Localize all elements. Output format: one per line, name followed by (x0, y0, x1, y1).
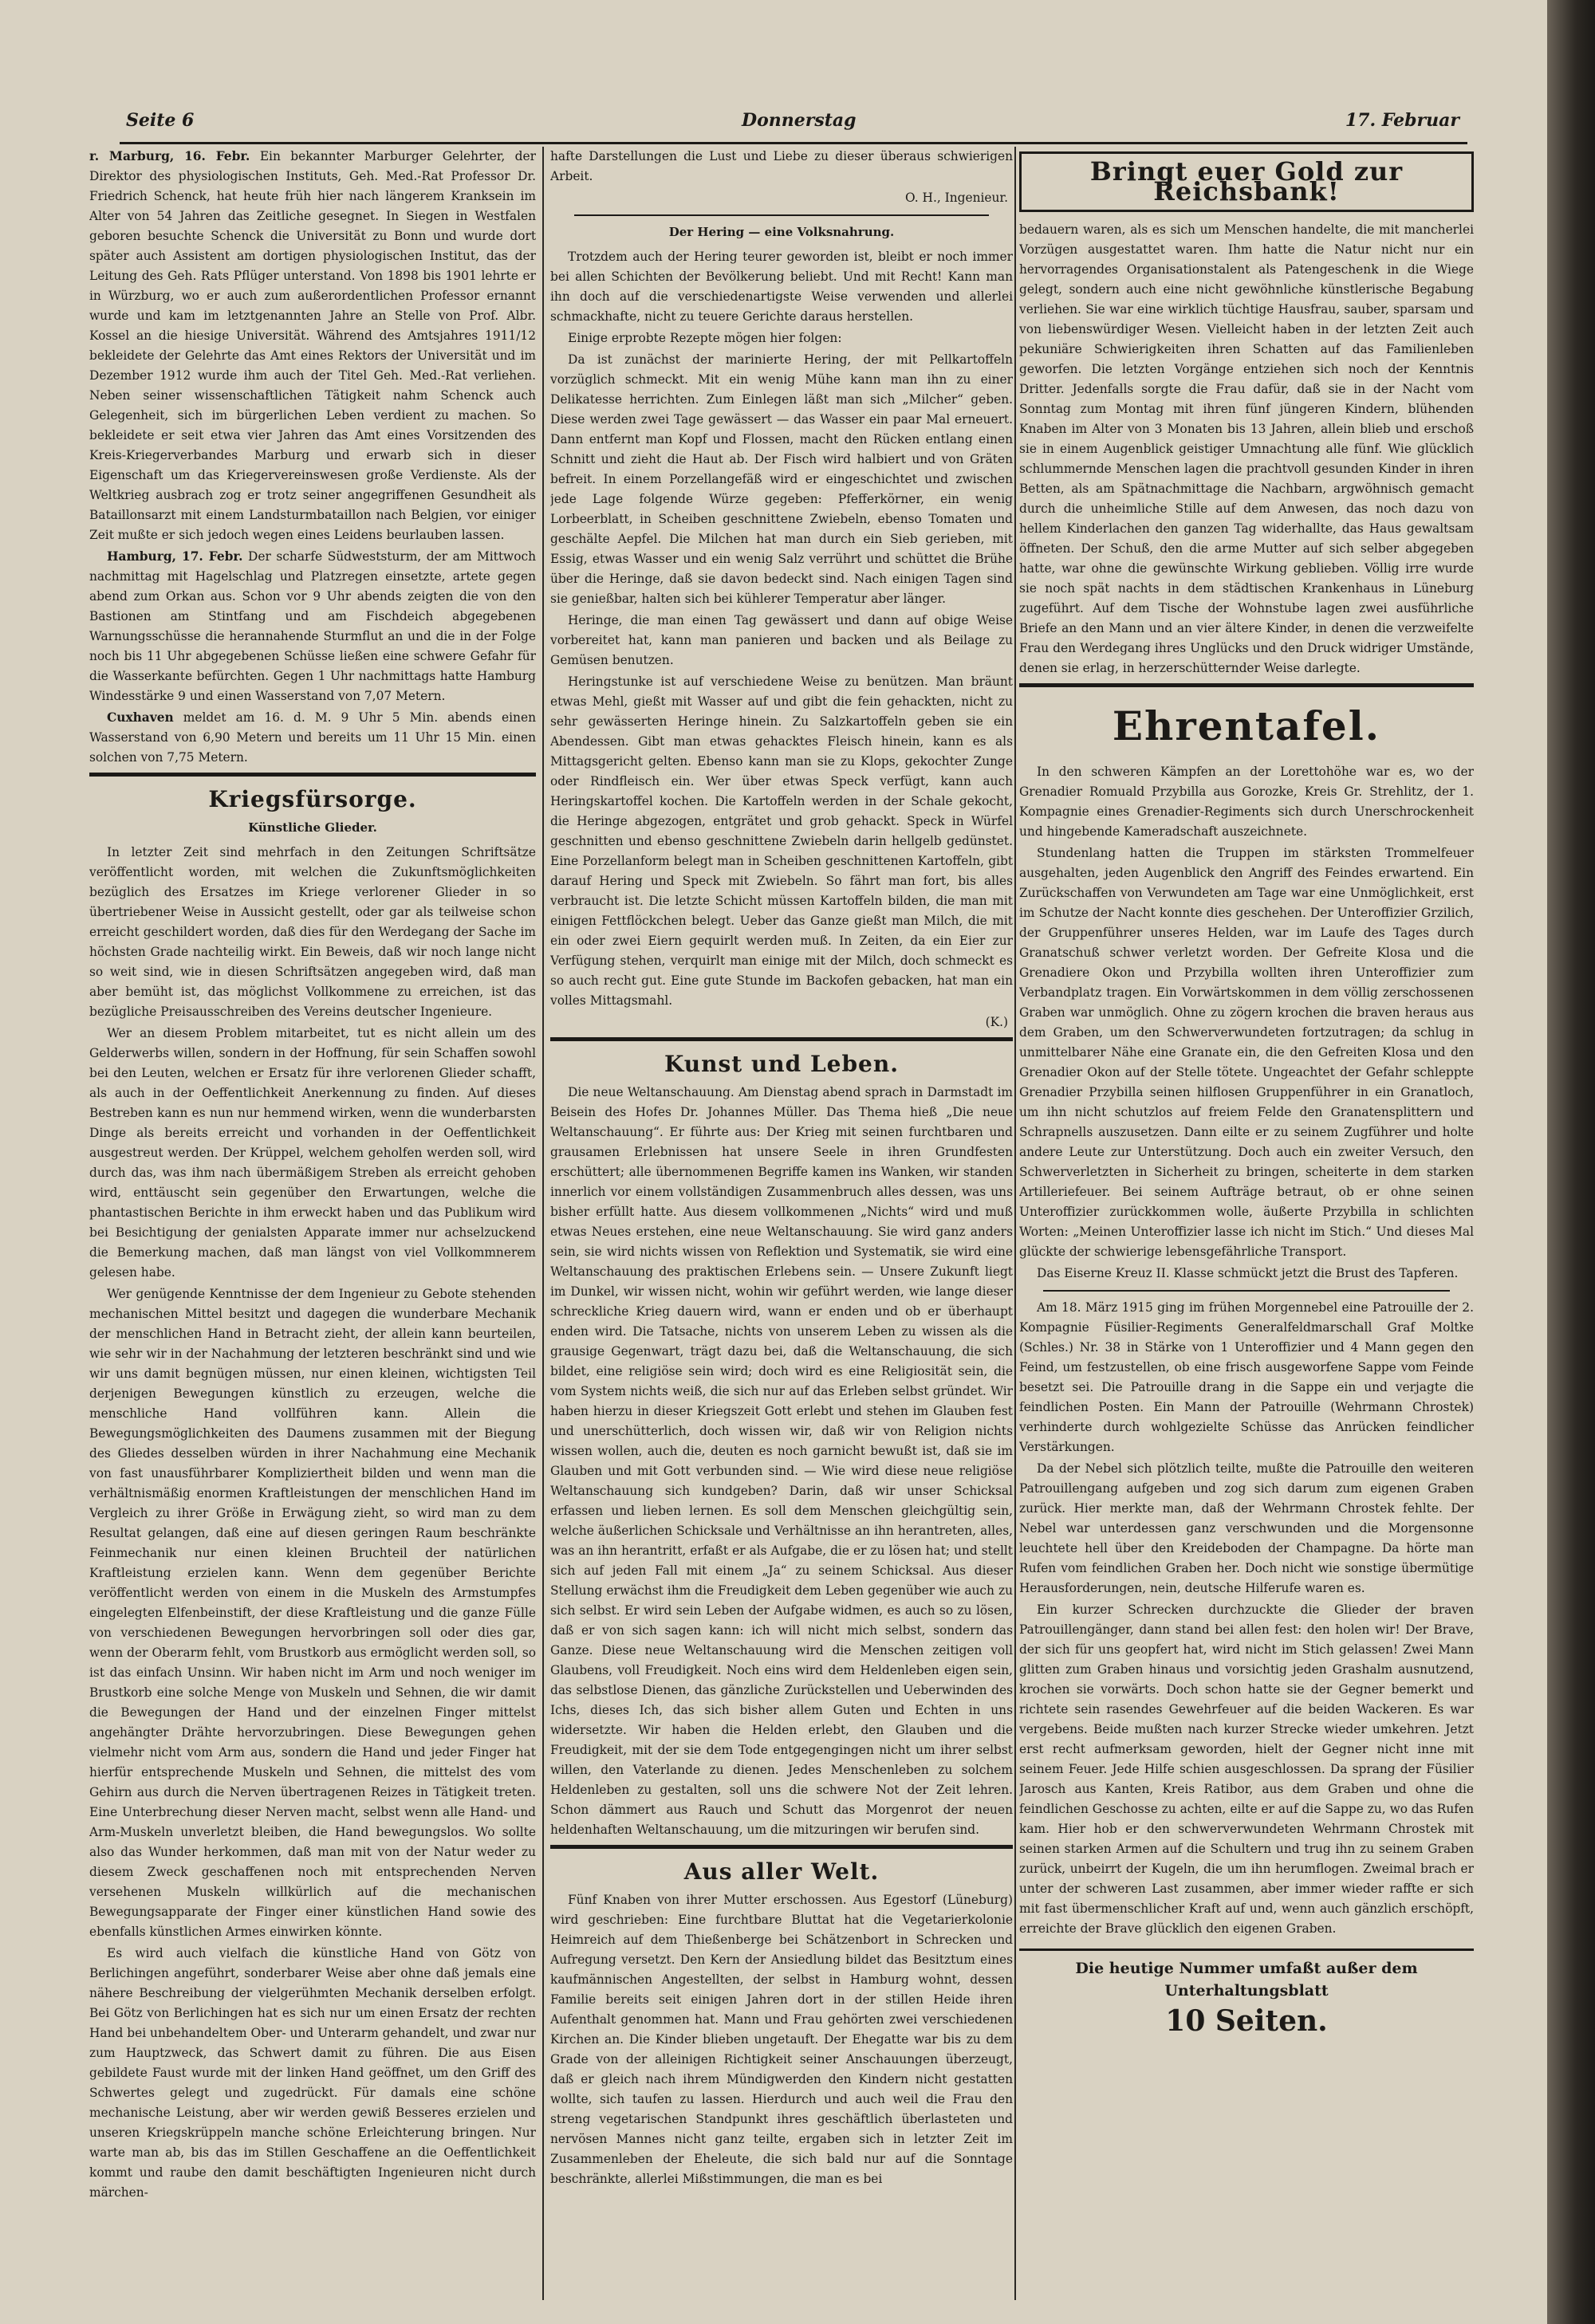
author-signature: O. H., Ingenieur. (905, 191, 1008, 205)
page-number: Seite 6 (126, 110, 195, 131)
article-paragraph: Heringstunke ist auf verschiedene Weise zu benützen. Man bräunt etwas Mehl, gießt mit Wasser auf und gibt die fein gehackten, nicht zu sehr gewässerten Heringe hinein. Zu Salzkartoffeln geben sie ein Abendessen. Gibt man etwas gehacktes Fleisch hinein, kann es als Mittagsgericht gelten. Ebenso kann man sie zu Klops, gekochter Zunge oder Rindfleisch ein. Wer über etwas Speck verfügt, kann auch Heringskartoffel kochen. Die Kartoffeln werden in der Schale gekocht, die Heringe abgezogen, entgrätet und grob gehackt. Speck in Würfel geschnitten und ebenso geschnittene Zwiebeln darin hellgelb gedünstet. Eine Porzellanform belegt man in Scheiben geschnittenen Kartoffeln, gibt darauf Hering und Speck mit Zwiebeln. So fährt man fort, bis alles verbraucht ist. Die letzte Schicht müssen Kartoffeln bilden, die man mit einigen Fettflöckchen belegt. Ueber das Ganze gießt man Milch, die mit ein oder zwei Eiern gequirlt werden muß. In Zeiten, da ein Eier zur Verfügung stehen, verquirlt man einige mit der Milch, doch schmeckt es so auch recht gut. Eine gute Stunde im Backofen gebacken, hat man ein volles Mittagsmahl. (550, 674, 1013, 1008)
binding-edge (1547, 0, 1595, 2324)
article-continuation: hafte Darstellungen die Lust und Liebe zu dieser überaus schwierigen Arbeit. (550, 149, 1013, 183)
article-paragraph: Stundenlang hatten die Truppen im stärksten Trommelfeuer ausgehalten, jeden Augenblick den Angriff des Feindes erwartend. Ein Zurückschaffen von Verwundeten am Tage war eine Unmöglichkeit, erst im Schutze der Nacht konnte dies geschehen. Der Unteroffizier Grzilich, der Gruppenführer unseres Helden, war im Laufe des Tages durch Granatschuß schwer verletzt worden. Der Gefreite Klosa und die Grenadiere Okon und Przybilla wollten ihren Unteroffizier zum Verbandplatz tragen. Ein Vorwärtskommen in dem völlig zerschossenen Graben war unmöglich. Ohne zu zögern krochen die braven heraus aus dem Graben, um den Schwerverwundeten fortzutragen; da schlug in unmittelbarer Nähe eine Granate ein, die den Gefreiten Klosa und den Grenadier Okon auf der Stelle tötete. Ungeachtet der Gefahr schleppte Grenadier Przybilla seinen hilflosen Gruppenführer in ein Granatloch, um ihn nicht schutzlos auf freiem Felde den Granatensplittern und Schrapnells auszusetzen. Dann eilte er zu seinem Zugführer und holte andere Leute zur Unterstützung. Doch auch ein zweiter Versuch, den Schwerverletzten in Sicherheit zu bringen, scheiterte in dem starken Artilleriefeuer. Bei seinem Aufträge betraut, ob er ohne seinen Unteroffizier zurückkommen wolle, äußerte Przybilla in schlichten Worten: „Meinen Unteroffizier lasse ich nicht im Stich.“ Und dieses Mal glückte der schwierige lebensgefährliche Transport. (1019, 846, 1474, 1259)
article-paragraph: Die neue Weltanschauung. Am Dienstag abend sprach in Darmstadt im Beisein des Hofes Dr. Johannes Müller. Das Thema hieß „Die neue Weltanschauung“. Er führte aus: Der Krieg mit seinen furchtbaren und grausamen Erlebnissen hat unsere Seele in ihren Grundfesten erschüttert; alle übernommenen Begriffe kamen ins Wanken, wir standen innerlich vor einem vollständigen Zusammenbruch alles dessen, was uns bisher erfüllt hatte. Aus diesem vollkommenen „Nichts“ wird und muß etwas Neues erstehen, eine neue Weltanschauung. Sie wird ganz anders sein, sie wird nichts wissen von Reflektion und Systematik, sie wird eine Weltanschauung des praktischen Erlebens sein. — Unsere Zukunft liegt im Dunkel, wir wissen nicht, wohin wir geführt werden, wie lange dieser schreckliche Krieg dauern wird, wann er enden und ob er überhaupt enden wird. Die Tatsache, nichts von unserem Leben zu wissen als die grausige Gegenwart, trägt dazu bei, daß die Weltanschauung, die sich bildet, eine religiöse sein wird; doch wird es eine Religiosität sein, die vom System nichts weiß, die sich nur auf das Erleben selbst gründet. Wir haben hierzu in dieser Kriegszeit Gott erlebt und stehen im Glauben fest und unerschütterlich, doch wissen wir, daß wir von Religion nichts wissen wollen, auch die, deuten es noch garnicht bewußt ist, daß sie im Glauben und mit Gott verbunden sind. — Wie wird diese neue religiöse Weltanschauung sich kundgeben? Darin, daß wir unser Schicksal erfassen und lieben lernen. Es soll dem Menschen gleichgültig sein, welche äußerlichen Schicksale und Verhältnisse an ihn herantreten, alles, was an ihn herantritt, erfaßt er als Aufgabe, die er zu lösen hat; und stellt sich auf jeden Fall mit einem „Ja“ zu seinem Schicksal. Aus dieser Stellung erwächst ihm die Freudigkeit dem Leben gegenüber wie auch zu sich selbst. Er wird sein Leben der Aufgabe widmen, es auch so zu lösen, daß er von sich sagen kann: ich will nicht mich selbst, sondern das Ganze. Diese neue Weltanschauung wird die Menschen zeitigen voll Glaubens, voll Freudigkeit. Noch eins wird dem Heldenleben eigen sein, das selbstlose Dienen, das gänzliche Zurückstellen und Ueberwinden des Ichs, dieses Ich, das sich bisher allem Guten und Echten in uns widersetzte. Wir haben die Helden erlebt, den Glauben und die Freudigkeit, mit der sie dem Tode entgegengingen nicht um ihrer selbst willen, den Vaterlande zu dienen. Jedes Menschenleben zu solchem Heldenleben zu gestalten, soll uns die schwere Not der Zeit lehren. Schon dämmert aus Rauch und Schutt das Morgenrot der neuen heldenhaften Weltanschauung, um die mitzuringen wir berufen sind. (550, 1085, 1013, 1837)
article-paragraph: Einige erprobte Rezepte mögen hier folgen: (568, 331, 842, 345)
article-paragraph: Da der Nebel sich plötzlich teilte, mußte die Patrouille den weiteren Patrouillengang aufgeben und zog sich darum zum eigenen Graben zurück. Hier merkte man, daß der Wehrmann Chrostek fehlte. Der Nebel war unterdessen ganz verschwunden und die Morgensonne leuchtete hell über den Kreideboden der Champagne. Da hörte man Rufen vom feindlichen Graben her. Doch nicht wie sonstige übermütige Herausforderungen, nein, deutsche Hilferufe waren es. (1019, 1461, 1474, 1595)
article-paragraph: In letzter Zeit sind mehrfach in den Zeitungen Schriftsätze veröffentlicht worden, mit welchen die Zukunftsmöglichkeiten bezüglich des Ersatzes im Kriege verlorener Glieder in so übertriebener Weise in Aussicht gestellt, oder gar als teilweise schon erreicht geschildert worden, daß dies für den Werdegang der Sache im höchsten Grade nachteilig wirkt. Ein Beweis, daß wir noch lange nicht so weit sind, wie in diesen Schriftsätzen angegeben wird, daß man aber bemüht ist, das möglichst Vollkommene zu erreichen, ist das bezügliche Preisausschreiben des Vereins deutscher Ingenieure. (89, 845, 536, 1019)
article-paragraph: Fünf Knaben von ihrer Mutter erschossen. Aus Egestorf (Lüneburg) wird geschrieben: Eine furchtbare Bluttat hat die Vegetarierkolonie Heimreich auf dem Thießenberge bei Schätzenbort in Schrecken und Aufregung versetzt. Den Kern der Ansiedlung bildet das Besitztum eines kaufmännischen Angestellten, der selbst in Hamburg wohnt, dessen Familie bereits seit einigen Jahren dort in der stillen Heide ihren Aufenthalt genommen hat. Mann und Frau gehörten zwei verschiedenen Kirchen an. Die Kinder blieben ungetauft. Der Ehegatte war bis zu dem Grade von der alleinigen Richtigkeit seiner Anschauungen überzeugt, daß er gleich nach ihrem Mündigwerden den Kindern nicht gestatten wollte, sich taufen zu lassen. Hierdurch und auch weil die Frau den streng vegetarischen Standpunkt ihres geschäftlich überlasteten und nervösen Mannes nicht ganz teilte, ergaben sich in letzter Zeit im Zusammenleben der Eheleute, die sich bald nur auf die Sonntage beschränkte, allerlei Mißstimmungen, die man es bei (550, 1893, 1013, 2186)
section-title-hering: Der Hering — eine Volksnahrung. (668, 225, 895, 239)
column-2 (550, 147, 1013, 2305)
dateline: Hamburg, 17. Febr. (107, 549, 243, 564)
section-title-aus-aller-welt: Aus aller Welt. (683, 1858, 880, 1885)
author-signature: (K.) (985, 1015, 1008, 1029)
divider (574, 214, 989, 216)
article-paragraph: Da ist zunächst der marinierte Hering, der mit Pellkartoffeln vorzüglich schmeckt. Mit ein wenig Mühe kann man ihn zu einer Delikatesse herrichten. Zum Einlegen läßt man sich „Milcher“ geben. Diese werden zwei Tage gewässert — das Wasser ein paar Mal erneuert. Dann entfernt man Kopf und Flossen, macht den Rücken entlang einen Schnitt und zieht die Haut ab. Der Fisch wird halbiert und von Gräten befreit. In einem Porzellangefäß wird er eingeschichtet und zwischen jede Lage folgende Würze gegeben: Pfefferkörner, ein wenig Lorbeerblatt, in Scheiben geschnittene Zwiebeln, ebenso Tomaten und geschälte Aepfel. Die Milchen hat man durch ein Sieb gerieben, mit Essig, etwas Wasser und ein wenig Salz verrührt und schüttet die Brühe über die Heringe, daß sie davon bedeckt sind. Nach einigen Tagen sind sie genießbar, halten sich bei kühlerer Temperatur aber länger. (550, 352, 1013, 606)
section-title-ehrentafel: Ehrentafel. (1112, 702, 1381, 749)
news-item (89, 147, 536, 545)
weekday: Donnerstag (742, 110, 857, 131)
page-header (120, 107, 1467, 144)
section-divider (89, 773, 536, 777)
column-1 (89, 147, 536, 2305)
news-text: meldet am 16. d. M. 9 Uhr 5 Min. abends einen Wasserstand von 6,90 Metern und bereits um 11 Uhr 15 Min. einen solchen von 7,75 Metern. (89, 710, 536, 765)
dateline: Cuxhaven (107, 710, 174, 725)
article-paragraph: Wer an diesem Problem mitarbeitet, tut es nicht allein um des Gelderwerbs willen, sondern in der Hoffnung, für sein Schaffen sowohl bei den Leuten, welchen er Ersatz für ihre verlorenen Glieder schafft, als auch in der Oeffentlichkeit Anerkennung zu finden. Auf dieses Bestreben kann es nun nur hemmend wirken, wenn die wunderbarsten Dinge als bereits erreicht und vorhanden in der Oeffentlichkeit ausgestreut werden. Der Krüppel, welchem geholfen werden soll, wird durch das, was ihm nach übermäßigem Streben als erreicht gehoben wird, enttäuscht sein gegenüber den Erwartungen, welche die phantastischen Berichte in ihm erweckt haben und das Publikum wird bei Besichtigung der genialsten Apparate immer nur achselzuckend die Bemerkung machen, daß man längst von viel Vollkommnerem gelesen habe. (89, 1026, 536, 1280)
section-divider (550, 1037, 1013, 1041)
gold-appeal-box: Bringt euer Gold zur Reichsbank! (1019, 151, 1474, 212)
article-paragraph: Es wird auch vielfach die künstliche Hand von Götz von Berlichingen angeführt, sonderbarer Weise aber ohne daß jemals eine nähere Beschreibung der vielgerühmten Mechanik derselben erfolgt. Bei Götz von Berlichingen hat es sich nur um einen Ersatz der rechten Hand bei unbehandeltem Ober- und Unterarm gehandelt, und zwar nur zum Hauptzweck, das Schwert damit zu führen. Die aus Eisen gebildete Faust wurde mit der linken Hand geöffnet, um den Griff des Schwertes gelegt und zugedrückt. Für damals eine schöne mechanische Leistung, aber wir werden gewiß Besseres erzielen und unseren Kriegskrüppeln manche schöne Erleichterung bringen. Nur warte man ab, bis das im Stillen Geschaffene an die Oeffentlichkeit kommt und raube den damit beschäftigten Ingenieuren nicht durch märchen- (89, 1946, 536, 2200)
issue-date: 17. Februar (1345, 110, 1459, 131)
section-title-kriegsfuersorge: Kriegsfürsorge. (208, 786, 417, 812)
section-divider (1019, 683, 1474, 687)
column-3 (1019, 147, 1474, 2305)
article-paragraph: Wer genügende Kenntnisse der dem Ingenieur zu Gebote stehenden mechanischen Mittel besitzt und dagegen die wunderbare Mechanik der menschlichen Hand in Betracht zieht, der allein kann beurteilen, wie sehr wir in der Nachahmung der letzteren beschränkt sind und wie wir uns damit begnügen müssen, nur einen kleinen, wichtigsten Teil derjenigen Bewegungen künstlich zu erzeugen, welche die menschliche Hand vollführen kann. Allein die Bewegungsmöglichkeiten des Daumens zusammen mit der Biegung des Gliedes desselben würden in ihrer Nachahmung eine Mechanik von fast unausführbarer Kompliziertheit bilden und wenn man die verhältnismäßig enormen Kraftleistungen der menschlichen Hand im Vergleich zu ihrer Größe in Erwägung zieht, so wird man zu dem Resultat gelangen, daß eine auf diesen geringen Raum beschränkte Feinmechanik nur einen kleinen Bruchteil der natürlichen Kraftleistung erzielen kann. Wenn dem gegenüber Berichte veröffentlicht werden von einem in die Muskeln des Armstumpfes eingelegten Elfenbeinstift, der diese Kraftleistung und die ganze Fülle von verschiedenen Bewegungen hervorbringen soll oder dies gar, wenn der Oberarm fehlt, vom Brustkorb aus ermöglicht werden soll, so ist das einfach Unsinn. Wir haben nicht im Arm und noch weniger im Brustkorb eine solche Menge von Muskeln und Sehnen, die wir damit die Bewegungen der Hand und der einzelnen Finger mittelst angehängter Drähte hervorzubringen. Diese Bewegungen gehen vielmehr nicht vom Arm aus, sondern die Hand und jeder Finger hat hierfür entsprechende Muskeln und Sehnen, die mittelst des vom Gehirn aus durch die Nerven übertragenen Reizes in Tätigkeit treten. Eine Unterbrechung dieser Nerven macht, selbst wenn alle Hand- und Arm-Muskeln unverletzt bleiben, die Hand bewegungslos. Wo sollte also das Wunder herkommen, daß man mit von der Natur weder zu diesem Zweck geschaffenen noch mit entsprechenden Nerven versehenen Muskeln willkürlich auf die mechanischen Bewegungsapparate der Finger einer künstlichen Hand sowie des ebenfalls künstlichen Armes einwirken könnte. (89, 1287, 536, 1939)
news-item (89, 547, 536, 706)
notice-page-count: 10 Seiten. (1165, 2004, 1328, 2038)
article-paragraph: Trotzdem auch der Hering teurer geworden ist, bleibt er noch immer bei allen Schichten der Bevölkerung beliebt. Und mit Recht! Kann man ihn doch auf die verschiedenartigste Weise verwenden und allerlei schmackhafte, nicht zu teuere Gerichte daraus herstellen. (550, 250, 1013, 324)
article-paragraph: In den schweren Kämpfen an der Lorettohöhe war es, wo der Grenadier Romuald Przybilla aus Gorozke, Kreis Gr. Strehlitz, der 1. Kompagnie eines Grenadier-Regiments sich durch Unerschrockenheit und hingebende Kameradschaft auszeichnete. (1019, 765, 1474, 839)
section-subtitle: Künstliche Glieder. (248, 820, 377, 835)
issue-notice (1019, 1948, 1474, 2040)
article-paragraph: Heringe, die man einen Tag gewässert und dann auf obige Weise vorbereitet hat, kann man panieren und backen und als Beilage zu Gemüsen benutzen. (550, 613, 1013, 667)
divider (1043, 1290, 1450, 1292)
column-rule (542, 147, 544, 2300)
article-paragraph: Ein kurzer Schrecken durchzuckte die Glieder der braven Patrouillengänger, dann stand bei allen fest: den holen wir! Der Brave, der sich für uns geopfert hat, wird nicht im Stich gelassen! Zwei Mann glitten zum Graben hinaus und vorsichtig jeden Grashalm ausnutzend, krochen sie vorwärts. Doch schon hatte sie der Gegner bemerkt und richtete sein rasendes Gewehrfeuer auf die beiden Wackeren. Es war vergebens. Beide mußten nach kurzer Strecke wieder umkehren. Jetzt erst recht aufmerksam geworden, hielt der Gegner nicht inne mit seinem Feuer. Jede Hilfe schien ausgeschlossen. Da sprang der Füsilier Jarosch aus Kanten, Kreis Ratibor, aus dem Graben und ohne die feindlichen Geschosse zu achten, eilte er auf die Sappe zu, wo das Rufen kam. Hier hob er den schwerverwundeten Wehrmann Chrostek mit seinen starken Armen auf die Schultern und trug ihn zu seinem Graben zurück, unbeirrt der Kugeln, die um ihn herumflogen. Zweimal brach er unter der schweren Last zusammen, aber immer wieder raffte er sich mit fast übermenschlicher Kraft auf und, wenn auch gänzlich erschöpft, erreichte der Brave glücklich den eigenen Graben. (1019, 1602, 1474, 1936)
news-text: Ein bekannter Marburger Gelehrter, der Direktor des physiologischen Instituts, Geh. Med.-Rat Professor Dr. Friedrich Schenck, hat heute früh hier nach längerem Kranksein im Alter von 54 Jahren das Zeitliche gesegnet. In Siegen in Westfalen geboren besuchte Schenck die Universität zu Bonn und wurde dort später auch Assistent am dortigen physiologischen Institut, das der Leitung des Geh. Rats Pflüger unterstand. Von 1898 bis 1901 lehrte er in Würzburg, wo er auch zum außerordentlichen Professor ernannt wurde und kam im letztgenannten Jahre an Stelle von Prof. Albr. Kossel an die hiesige Universität. Während des Amtsjahres 1911/12 bekleidete der Gelehrte das Amt eines Rektors der Universität und im Dezember 1912 wurde ihm auch der Titel Geh. Med.-Rat verliehen. Neben seiner wissenschaftlichen Tätigkeit nahm Schenck auch Gelegenheit, sich im bürgerlichen Leben verdient zu machen. So bekleidete er seit etwa vier Jahren das Amt eines Vorsitzenden des Kreis-Kriegerverbandes Marburg und erwarb sich in dieser Eigenschaft um das Kriegervereinswesen große Verdienste. Als der Weltkrieg ausbrach zog er trotz seiner angegriffenen Gesundheit als Bataillonsarzt mit einem Landsturmbataillon nach Belgien, vor einiger Zeit mußte er sich jedoch wegen eines Leidens beurlauben lassen. (89, 149, 536, 542)
article-paragraph: Das Eiserne Kreuz II. Klasse schmückt jetzt die Brust des Tapferen. (1037, 1266, 1459, 1280)
news-text: Der scharfe Südweststurm, der am Mittwoch nachmittag mit Hagelschlag und Platzregen einsetzte, artete gegen abend zum Orkan aus. Schon vor 9 Uhr abends zeigten die von den Bastionen am Stintfang und am Fischdeich abgegebenen Warnungsschüsse die herannahende Sturmflut an und die in der Folge noch bis 11 Uhr abgegebenen Schüsse ließen eine schwere Gefahr für die Wasserkante befürchten. Gegen 1 Uhr nachmittags hatte Hamburg Windesstärke 9 und einen Wasserstand von 7,07 Metern. (89, 549, 536, 703)
section-title-kunst: Kunst und Leben. (664, 1051, 899, 1077)
article-paragraph: Am 18. März 1915 ging im frühen Morgennebel eine Patrouille der 2. Kompagnie Füsilier-Regiments Generalfeldmarschall Graf Moltke (Schles.) Nr. 38 in Stärke von 1 Unteroffizier und 4 Mann gegen den Feind, um festzustellen, ob eine frisch ausgeworfene Sappe vom Feinde besetzt sei. Die Patrouille drang in die Sappe ein und verjagte die feindlichen Posten. Ein Mann der Patrouille (Wehrmann Chrostek) verhinderte durch wohlgezielte Schüsse das Anrücken feindlicher Verstärkungen. (1019, 1300, 1474, 1454)
notice-line: Die heutige Nummer umfaßt außer dem Unterhaltungsblatt (1075, 1960, 1418, 2000)
dateline: r. Marburg, 16. Febr. (89, 149, 250, 163)
news-item (89, 708, 536, 768)
column-rule (1014, 147, 1016, 2300)
article-continuation: bedauern waren, als es sich um Menschen handelte, die mit mancherlei Vorzügen ausgestattet waren. Ihm hatte die Natur nicht nur ein hervorragendes Organisationstalent als Patengeschenk in die Wiege gelegt, sondern auch eine nicht gewöhnliche künstlerische Begabung verliehen. Sie war eine wirklich tüchtige Hausfrau, sauber, sparsam und von liebenswürdiger Wesen. Vielleicht haben in der letzten Zeit auch pekuniäre Schwierigkeiten ihren Schatten auf das Familienleben geworfen. Die letzten Vorgänge entziehen sich noch der Kenntnis Dritter. Jedenfalls sorgte die Frau dafür, daß sie in der Nacht vom Sonntag zum Montag mit ihren fünf jüngeren Kindern, blühenden Knaben im Alter von 3 Monaten bis 13 Jahren, allein blieb und erschoß sie in einem Augenblick geistiger Umnachtung alle fünf. Wie glücklich schlummernde Menschen lagen die prachtvoll gesunden Kinder in ihren Betten, als am Spätnachmittage die Nachbarn, argwöhnisch gemacht durch die unheimliche Stille auf dem Anwesen, das noch dazu von hellem Kinderlachen den ganzen Tag widerhallte, das Haus gewaltsam öffneten. Der Schuß, den die arme Mutter auf sich selber abgegeben hatte, war ohne die gewünschte Wirkung geblieben. Völlig irre wurde sie noch spät nachts in dem städtischen Krankenhaus in Lüneburg zugeführt. Auf dem Tische der Wohnstube lagen zwei ausführliche Briefe an den Mann und an vier ältere Kinder, in denen die verzweifelte Frau den Werdegang ihres Unglücks und den Druck widriger Umstände, denen sie erlag, in herzerschütternder Weise darlegte. (1019, 222, 1474, 675)
section-divider (550, 1845, 1013, 1849)
